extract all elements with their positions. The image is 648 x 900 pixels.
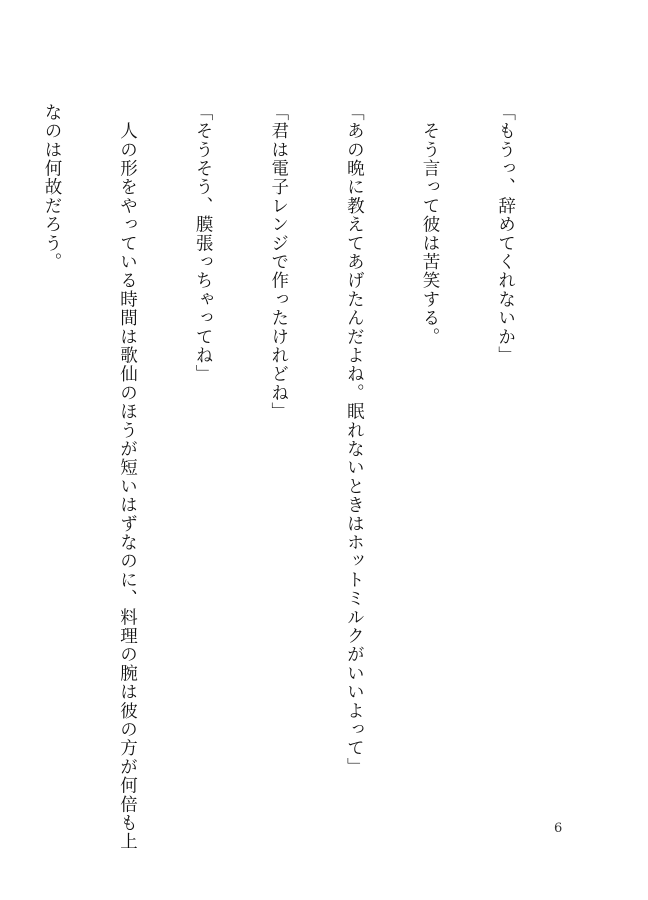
vertical-text-body (41, 103, 568, 851)
text-line: 「そうそう、膜張っちゃってね」 (193, 103, 214, 384)
text-line: 「もうっ、辞めてくれないか」 (495, 103, 516, 365)
text-line: 人の形をやっている時間は歌仙のほうが短いはずなのに、料理の腕は彼の方が何倍も上 (117, 103, 138, 851)
text-line: そう言って彼は苦笑する。 (419, 103, 440, 347)
text-line: 「君は電子レンジで作ったけれどね」 (268, 103, 289, 421)
text-line: 「あの晩に教えてあげたんだよね。眠れないときはホットミルクがいいよって」 (344, 103, 365, 777)
page-number: 6 (554, 821, 563, 836)
text-line: なのは何故だろう。 (41, 103, 62, 272)
